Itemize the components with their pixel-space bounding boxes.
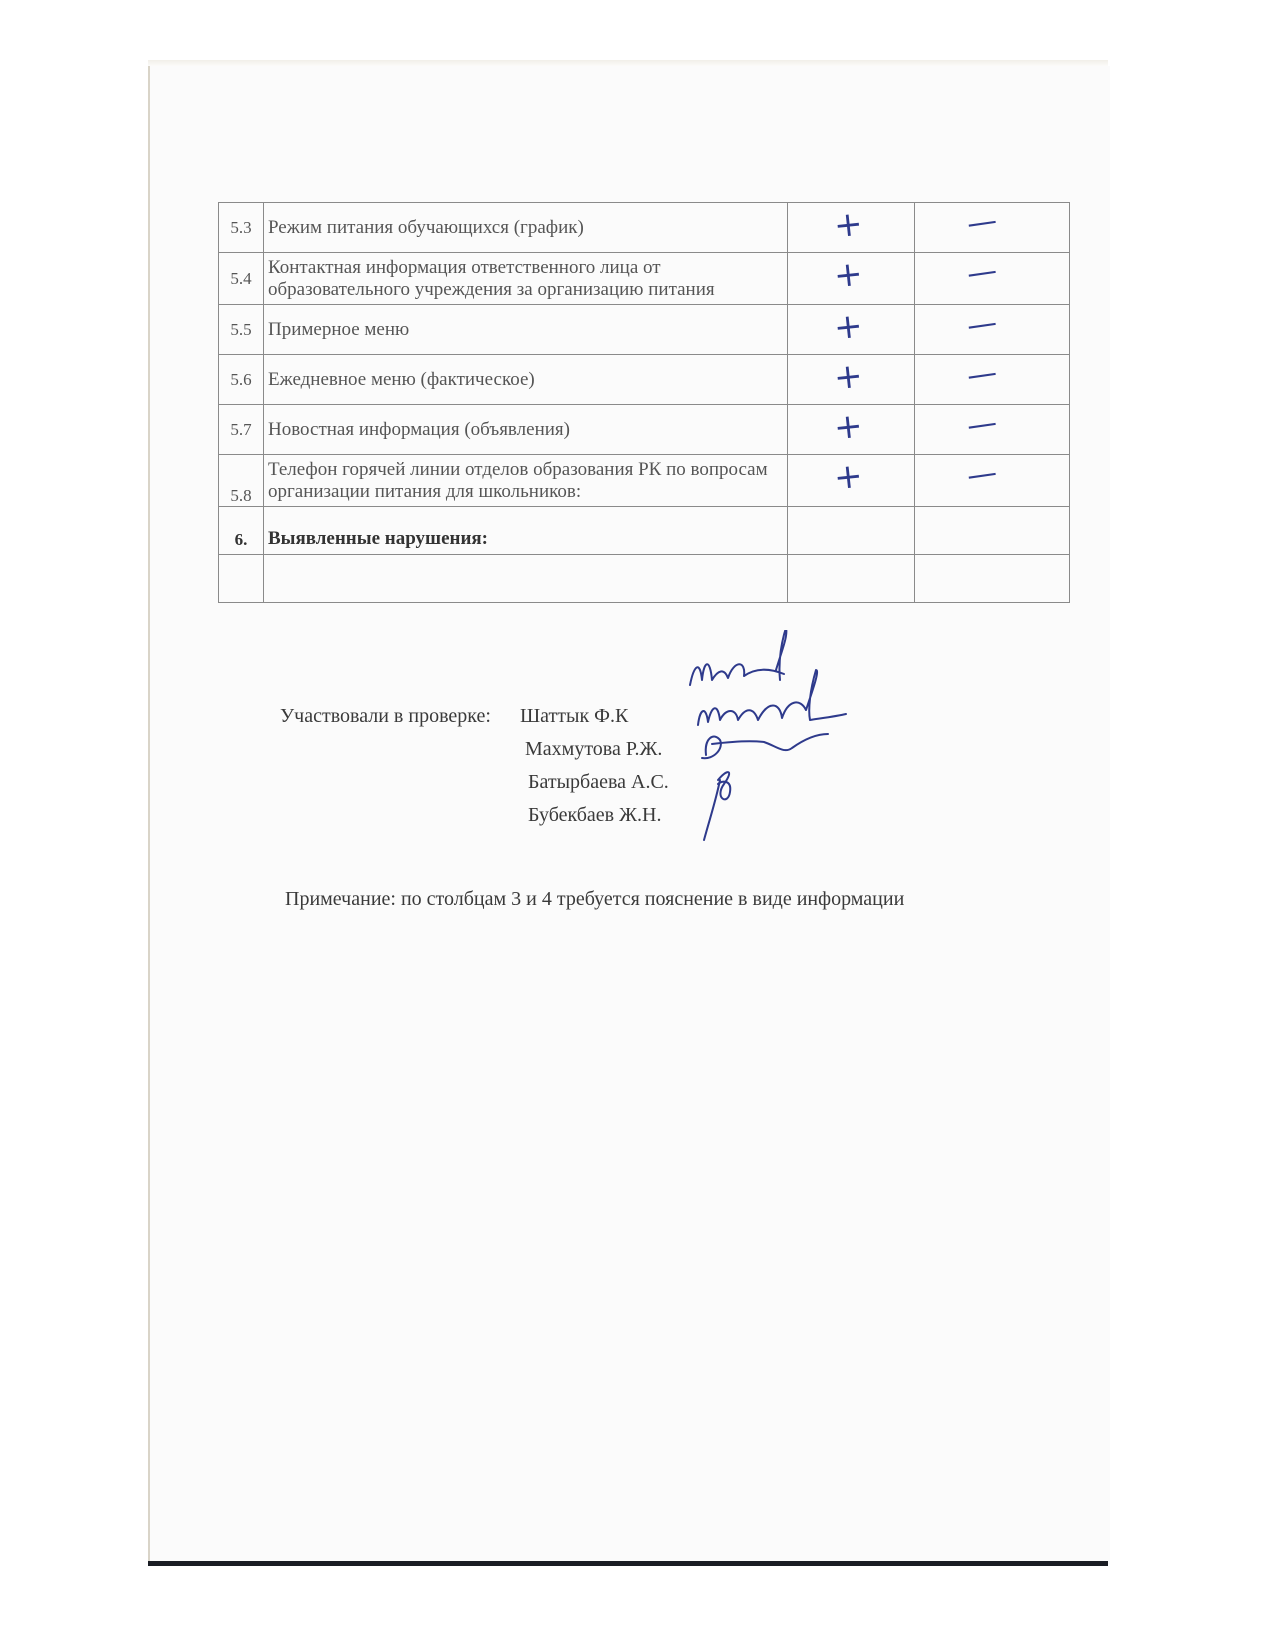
- mark-cell-col3: [788, 253, 915, 305]
- section-title: Выявленные нарушения:: [263, 507, 787, 555]
- row-number: 5.6: [219, 355, 264, 405]
- table-row: [219, 455, 1070, 507]
- empty-cell: [263, 555, 787, 603]
- mark-cell-col3: [788, 355, 915, 405]
- handwritten-dash: —: [964, 455, 1000, 494]
- handwritten-dash: —: [964, 253, 1000, 292]
- participants-list: [520, 700, 669, 832]
- scan-edge-bar: [148, 1561, 1108, 1566]
- empty-cell: [915, 555, 1070, 603]
- row-text: Контактная информация ответственного лица от образовательного учреждения за организацию питания: [263, 253, 787, 305]
- handwritten-plus: +: [832, 305, 865, 349]
- participant-name: Шаттык Ф.К: [520, 705, 629, 727]
- mark-cell-col4: [915, 203, 1070, 253]
- mark-cell-col3: [788, 305, 915, 355]
- mark-cell-col4: [915, 305, 1070, 355]
- row-text: Примерное меню: [263, 305, 787, 355]
- row-number: 5.3: [219, 203, 264, 253]
- participant-name: Махмутова Р.Ж.: [525, 738, 663, 760]
- empty-cell: [915, 507, 1070, 555]
- participants-label-text: Участвовали в проверке:: [280, 705, 491, 727]
- mark-cell-col3: [788, 405, 915, 455]
- handwritten-dash: —: [964, 405, 1000, 444]
- row-number: 5.5: [219, 305, 264, 355]
- handwritten-plus: +: [832, 355, 865, 399]
- row-number: 5.4: [219, 253, 264, 305]
- table-row: [219, 405, 1070, 455]
- mark-cell-col4: [915, 405, 1070, 455]
- handwritten-plus: +: [832, 203, 865, 247]
- mark-cell-col4: [915, 253, 1070, 305]
- handwritten-plus: +: [832, 405, 865, 449]
- mark-cell-col3: [788, 203, 915, 253]
- row-text: Телефон горячей линии отделов образования РК по вопросам организации питания для школьников:: [263, 455, 787, 507]
- handwritten-dash: —: [964, 203, 1000, 242]
- table-row: [219, 203, 1070, 253]
- row-text: Новостная информация (объявления): [263, 405, 787, 455]
- handwritten-plus: +: [832, 455, 865, 499]
- checklist-table: [218, 202, 1070, 603]
- participants-label: [280, 700, 491, 733]
- handwritten-signatures: [688, 630, 858, 850]
- handwritten-dash: —: [964, 305, 1000, 344]
- note-text: Примечание: по столбцам 3 и 4 требуется пояснение в виде информации: [285, 888, 905, 910]
- participant-name: Батырбаева А.С.: [528, 771, 669, 793]
- empty-cell: [219, 555, 264, 603]
- mark-cell-col3: [788, 455, 915, 507]
- table-row: [219, 253, 1070, 305]
- handwritten-plus: +: [832, 253, 865, 297]
- table-row: [219, 507, 1070, 555]
- table-row: [219, 305, 1070, 355]
- section-number: 6.: [219, 507, 264, 555]
- row-number: 5.7: [219, 405, 264, 455]
- table-row: [219, 355, 1070, 405]
- mark-cell-col4: [915, 455, 1070, 507]
- mark-cell-col4: [915, 355, 1070, 405]
- participant-name: Бубекбаев Ж.Н.: [528, 804, 662, 826]
- row-text: Режим питания обучающихся (график): [263, 203, 787, 253]
- handwritten-dash: —: [964, 355, 1000, 394]
- row-number: 5.8: [219, 455, 264, 507]
- empty-cell: [788, 555, 915, 603]
- empty-cell: [788, 507, 915, 555]
- table-row: [219, 555, 1070, 603]
- row-text: Ежедневное меню (фактическое): [263, 355, 787, 405]
